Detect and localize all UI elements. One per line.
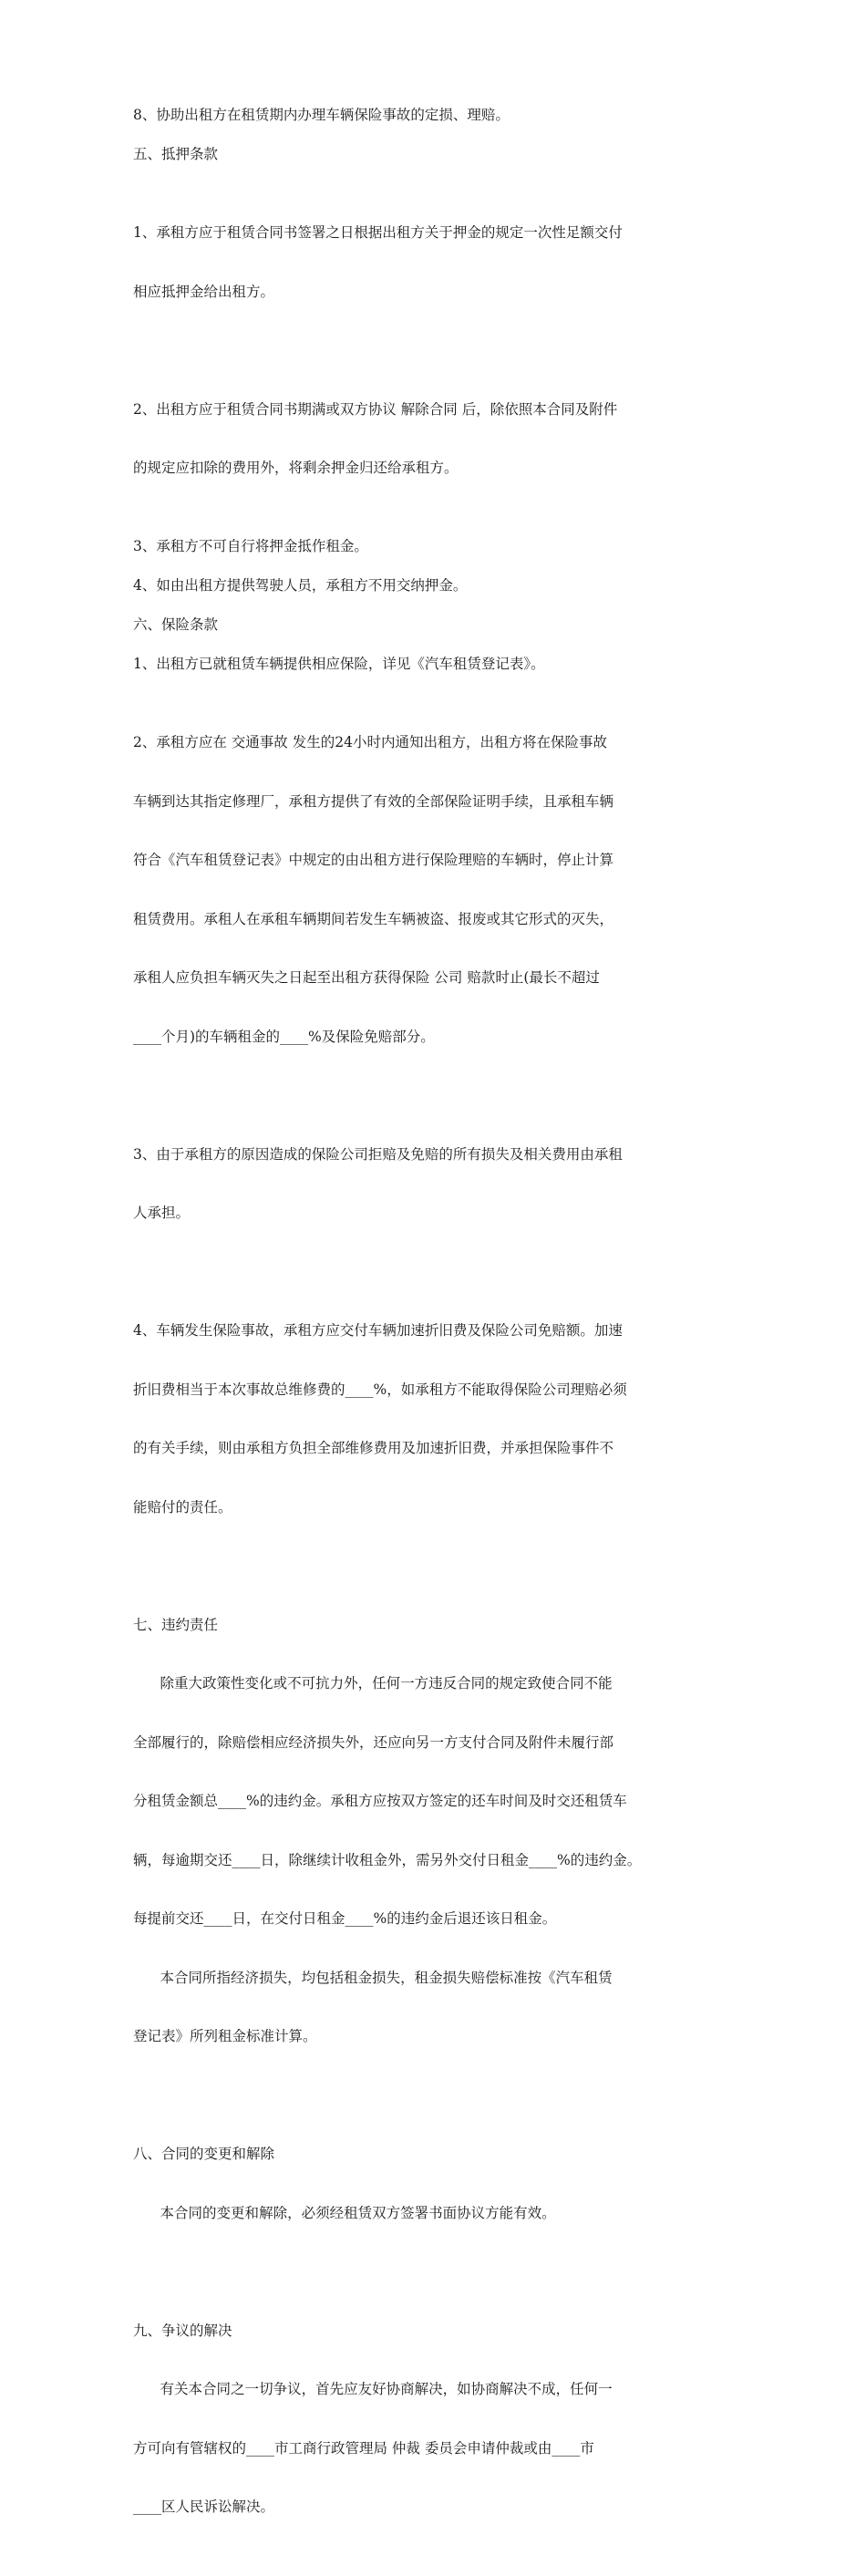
text-line: 1、承租方应于租赁合同书签署之日根据出租方关于押金的规定一次性足额交付 xyxy=(133,224,623,241)
text-line: 的规定应扣除的费用外，将剩余押金归还给承租方。 xyxy=(133,460,459,476)
section-dispute xyxy=(133,2282,735,2557)
text-line: 2、出租方应于租赁合同书期满或双方协议 解除合同 后，除依照本合同及附件 xyxy=(133,400,618,418)
document-page xyxy=(133,106,735,2576)
text-line: 符合《汽车租赁登记表》中规定的由出租方进行保险理赔的车辆时，停止计算 xyxy=(133,852,614,868)
text-line: 除重大政策性变化或不可抗力外，任何一方违反合同的规定致使合同不能 xyxy=(133,1675,613,1691)
clause-deposit-4: 4、如由出租方提供驾驶人员，承租方不用交纳押金。 xyxy=(133,577,468,594)
section-heading-6: 六、保险条款 xyxy=(133,616,219,633)
section-heading-8: 八、合同的变更和解除 xyxy=(133,2146,275,2162)
text-line: 有关本合同之一切争议，首先应友好协商解决，如协商解决不成，任何一 xyxy=(133,2381,613,2397)
text-line: 全部履行的，除赔偿相应经济损失外，还应向另一方支付合同及附件未履行部 xyxy=(133,1733,614,1751)
clause-deposit-1 xyxy=(133,184,735,341)
text-line: 承租人应负担车辆灭失之日起至出租方获得保险 公司 赔款时止(最长不超过 xyxy=(133,969,600,986)
clause-5-8: 8、协助出租方在租赁期内办理车辆保险事故的定损、理赔。 xyxy=(133,107,510,123)
text-line: 人承担。 xyxy=(133,1205,191,1221)
section-heading-9: 九、争议的解决 xyxy=(133,2322,232,2339)
text-line: 分租赁金额总____%的违约金。承租方应按双方签定的还车时间及时交还租赁车 xyxy=(133,1793,627,1809)
clause-insurance-3 xyxy=(133,1106,735,1263)
clause-deposit-3: 3、承租方不可自行将押金抵作租金。 xyxy=(133,538,368,554)
text-line: 3、由于承租方的原因造成的保险公司拒赔及免赔的所有损失及相关费用由承租 xyxy=(133,1145,623,1163)
text-line: 2、承租方应在 交通事故 发生的24小时内通知出租方，出租方将在保险事故 xyxy=(133,734,607,750)
text-line: 登记表》所列租金标准计算。 xyxy=(133,2028,317,2044)
text-line: ____区人民诉讼解决。 xyxy=(133,2498,275,2515)
section-breach xyxy=(133,1577,735,2086)
text-line: ____个月)的车辆租金的____%及保险免赔部分。 xyxy=(133,1028,435,1045)
clause-insurance-4 xyxy=(133,1282,735,1557)
text-line: 车辆到达其指定修理厂，承租方提供了有效的全部保险证明手续，且承租车辆 xyxy=(133,792,614,810)
text-line: 本合同所指经济损失，均包括租金损失，租金损失赔偿标准按《汽车租赁 xyxy=(133,1969,613,1986)
section-heading-5: 五、抵押条款 xyxy=(133,146,219,162)
text-line: 本合同的变更和解除，必须经租赁双方签署书面协议方能有效。 xyxy=(133,2204,556,2221)
text-line: 方可向有管辖权的____市工商行政管理局 仲裁 委员会申请仲裁或由____市 xyxy=(133,2439,594,2457)
text-line: 能赔付的责任。 xyxy=(133,1498,232,1516)
text-line: 折旧费相当于本次事故总维修费的____%，如承租方不能取得保险公司理赔必须 xyxy=(133,1381,627,1398)
clause-deposit-2 xyxy=(133,361,735,518)
section-heading-7: 七、违约责任 xyxy=(133,1616,219,1633)
text-line: 4、车辆发生保险事故，承租方应交付车辆加速折旧费及保险公司免赔额。加速 xyxy=(133,1322,623,1339)
clause-insurance-1: 1、出租方已就租赁车辆提供相应保险，详见《汽车租赁登记表》。 xyxy=(133,656,545,672)
text-line: 每提前交还____日，在交付日租金____%的违约金后退还该日租金。 xyxy=(133,1910,557,1927)
text-line: 辆，每逾期交还____日，除继续计收租金外，需另外交付日租金____%的违约金。 xyxy=(133,1851,642,1868)
section-change xyxy=(133,2105,735,2262)
text-line: 的有关手续，则由承租方负担全部维修费用及加速折旧费，并承担保险事件不 xyxy=(133,1440,614,1456)
clause-insurance-2 xyxy=(133,694,735,1086)
text-line: 相应抵押金给出租方。 xyxy=(133,283,275,300)
text-line: 租赁费用。承租人在承租车辆期间若发生车辆被盗、报废或其它形式的灭失， xyxy=(133,910,614,927)
